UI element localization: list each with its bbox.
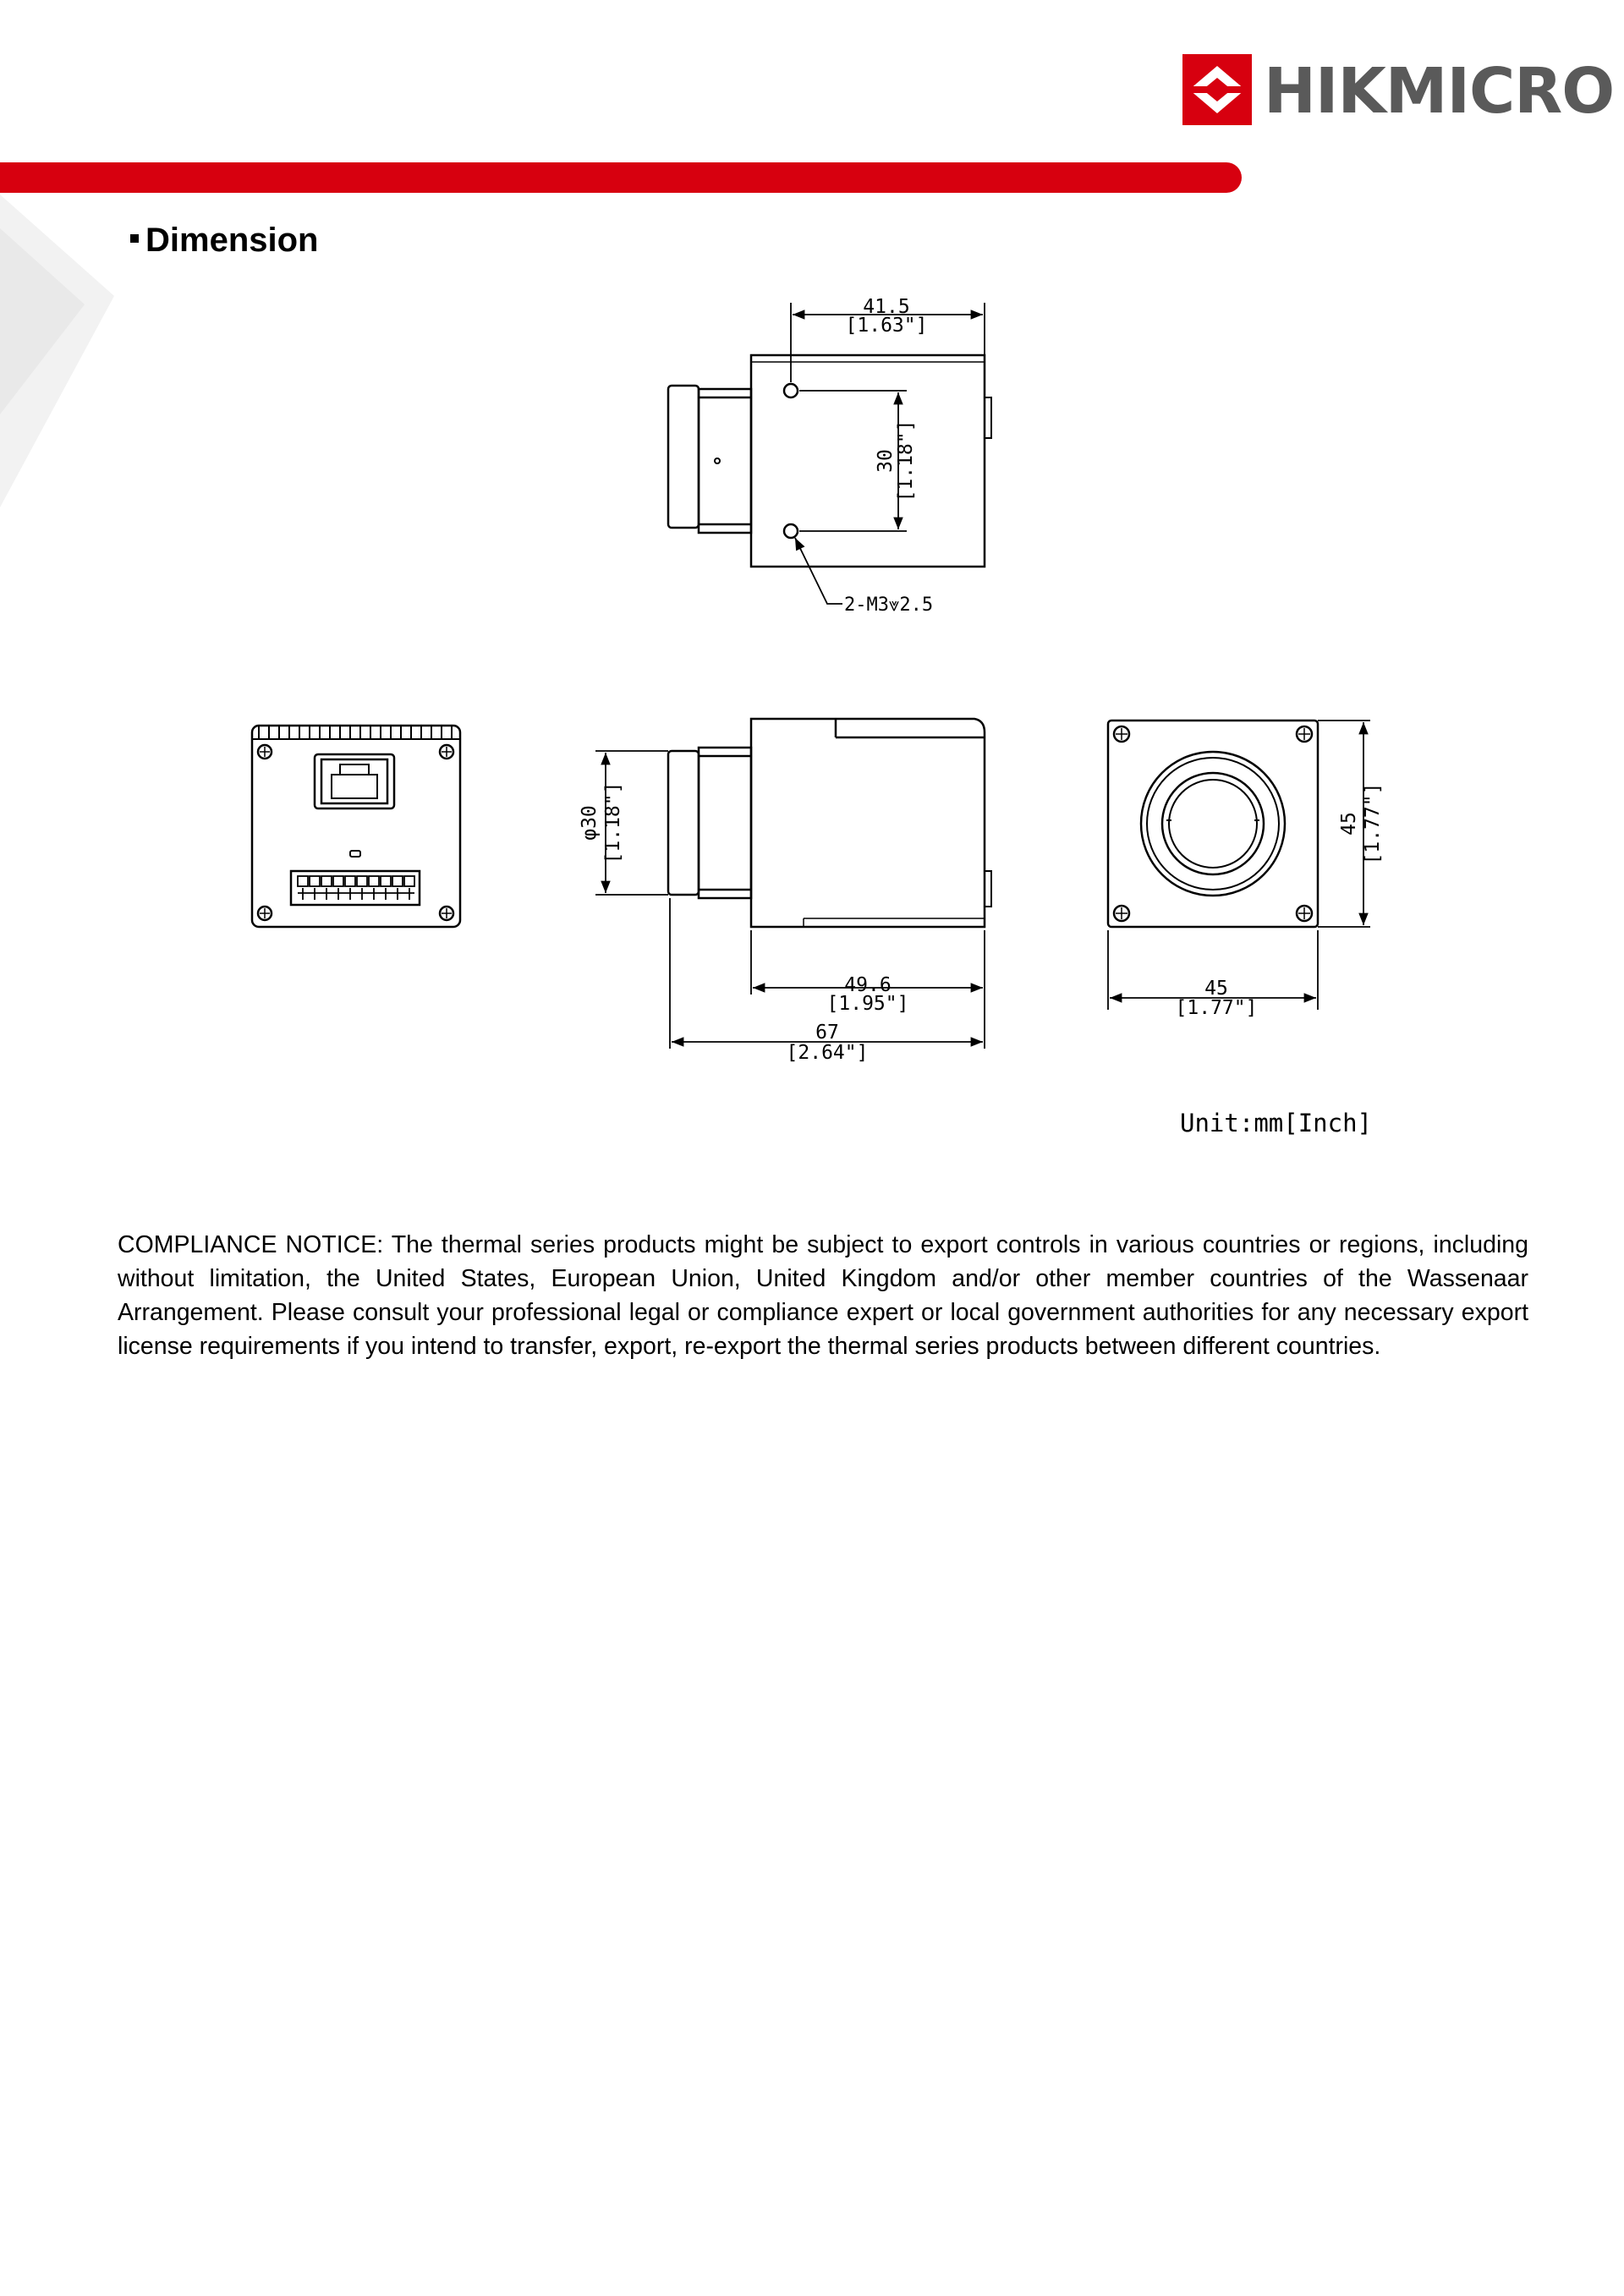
section-title-text: Dimension [145, 222, 319, 259]
body-length-mm: 49.6 [844, 974, 892, 996]
lens-diameter-mm: φ30 [579, 805, 601, 841]
top-width-mm: 41.5 [863, 296, 910, 318]
front-view [1108, 721, 1370, 1010]
body-length-in: [1.95"] [826, 993, 909, 1015]
unit-label: Unit:mm[Inch] [1180, 1109, 1372, 1137]
front-width-in: [1.77"] [1175, 997, 1258, 1019]
hole-spacing-in: [1.18"] [895, 419, 917, 502]
compliance-notice-text: COMPLIANCE NOTICE: The thermal series products might be subject to export controls in various countries or regions, including without limitation, the United States, European Union, United Kingdom and/or other member countries of the Wassenaar Arrangement. Please consult your professional legal or compliance expert or local government authorities for any necessary export license requirements if you intend to transfer, export, re-export the thermal series products between different countries. [118, 1231, 1528, 1360]
front-width-mm: 45 [1204, 978, 1228, 1000]
top-width-in: [1.63"] [845, 315, 928, 337]
hole-spacing-mm: 30 [875, 449, 897, 473]
total-length-in: [2.64"] [786, 1042, 869, 1064]
brand-name: HIKMICRO [1264, 55, 1615, 128]
compliance-notice [118, 1228, 1528, 1363]
top-view [668, 303, 991, 604]
front-height-mm: 45 [1338, 812, 1360, 836]
lens-diameter-in: [1.18"] [602, 781, 624, 864]
hole-callout: 2-M3⩔2.5 [844, 595, 934, 616]
total-length-mm: 67 [815, 1022, 839, 1044]
side-view [595, 719, 991, 1049]
rear-view [252, 726, 460, 927]
front-height-in: [1.77"] [1362, 782, 1384, 865]
